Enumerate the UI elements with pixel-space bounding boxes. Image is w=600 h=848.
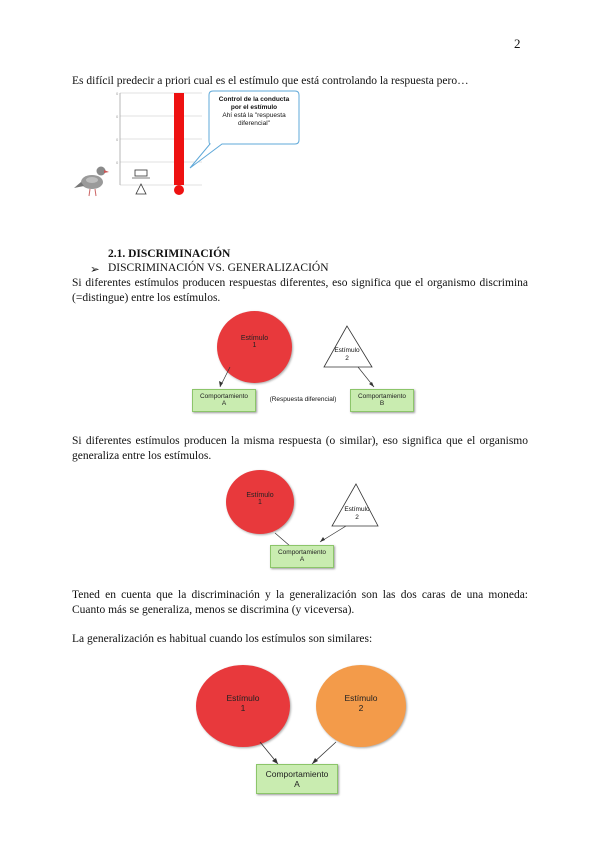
stimulus-2-number: 2 [345, 355, 349, 362]
stimulus-2-label: Estímulo [334, 347, 360, 354]
response-b-letter: B [379, 400, 385, 407]
stimulus-1-number-2: 1 [258, 499, 262, 506]
diagram2-lines [250, 480, 400, 550]
stimulus-1-label: Estímulo [240, 335, 269, 342]
stimulus-2-label-3: Estímulo [344, 693, 378, 703]
stimulus-1-circle-3 [196, 665, 290, 747]
stimulus-2-circle-3 [316, 665, 406, 747]
square-stimulus-icon [135, 170, 147, 176]
response-a-letter-2: A [299, 556, 305, 563]
svg-text:0: 0 [116, 160, 119, 165]
paragraph-similar: La generalización es habitual cuando los estímulos son similares: [72, 633, 373, 645]
callout-body-1: Ahí está la "respuesta [222, 112, 286, 119]
bar-circle-stimulus [174, 93, 184, 185]
callout-title-2: por el estímulo [230, 104, 278, 111]
stimulus-2-label-2: Estímulo [344, 506, 370, 513]
callout-title-1: Control de la conducta [218, 96, 290, 103]
differential-response-label: (Respuesta diferencial) [269, 396, 337, 403]
stimulus-1-label-2: Estímulo [246, 492, 274, 499]
pigeon-icon [74, 167, 109, 197]
stimulus-1-number-3: 1 [240, 703, 246, 713]
intro-text: Es difícil predecir a priori cual es el estímulo que está controlando la respuesta pero… [72, 75, 469, 87]
response-a-label-2: Comportamiento [277, 549, 327, 556]
chart-grid [120, 93, 202, 185]
page-number: 2 [514, 36, 521, 51]
section-heading: 2.1. DISCRIMINACIÓN [108, 248, 231, 260]
paragraph-discrimination: Si diferentes estímulos producen respuestas diferentes, eso significa que el organismo discrimina (=distingue) entre los estímulos. [72, 277, 528, 304]
stimulus-1-label-3: Estímulo [226, 693, 260, 703]
response-a-box [192, 389, 256, 412]
svg-text:0: 0 [116, 137, 119, 142]
svg-text:0: 0 [116, 114, 119, 119]
bullet-arrow: ➢ [90, 264, 100, 276]
circle-stimulus-icon [174, 185, 184, 195]
paragraph-generalization: Si diferentes estímulos producen la misma respuesta (o similar), eso significa que el organismo generaliza entre los estímulos. [72, 435, 528, 462]
stimulus-2-number-2: 2 [355, 514, 359, 521]
response-a-letter-3: A [294, 779, 300, 789]
response-a-box-2 [270, 545, 334, 568]
svg-text:0: 0 [116, 91, 119, 96]
stimulus-1-number: 1 [252, 342, 257, 349]
section-subheading: DISCRIMINACIÓN VS. GENERALIZACIÓN [108, 262, 329, 274]
paragraph-two-sides: Tened en cuenta que la discriminación y la generalización son las dos caras de una moneda: Cuanto más se generaliza, menos se discrimina (y viceversa). [72, 589, 528, 616]
response-a-letter: A [221, 400, 227, 407]
triangle-stimulus-icon [136, 184, 146, 194]
response-b-box [350, 389, 414, 412]
stimulus-2-number-3: 2 [358, 703, 364, 713]
response-a-box-3 [256, 764, 338, 794]
callout-body-2: diferencial" [238, 120, 270, 127]
response-a-label-3: Comportamiento [265, 769, 329, 779]
response-b-label: Comportamiento [357, 393, 407, 400]
diagram1-lines [180, 320, 440, 400]
response-a-label: Comportamiento [199, 393, 249, 400]
